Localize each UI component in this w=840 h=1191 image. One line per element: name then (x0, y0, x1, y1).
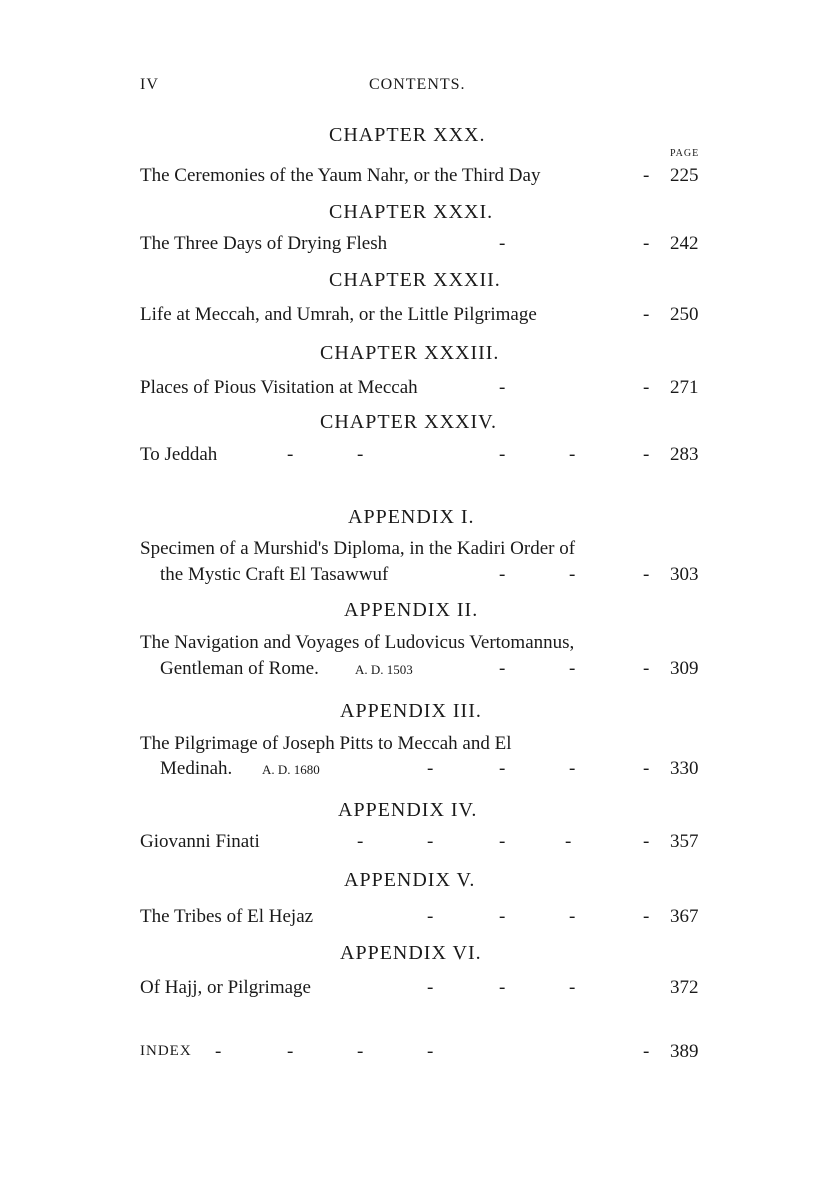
leader-dash: - (499, 906, 506, 927)
leader-dash: - (499, 564, 506, 585)
toc-entry-title: To Jeddah (140, 444, 218, 465)
leader-dash: - (643, 831, 650, 852)
toc-page-number: 372 (670, 977, 699, 998)
toc-page-number: 303 (670, 564, 699, 585)
leader-dash: - (643, 564, 650, 585)
leader-dash: - (565, 831, 572, 852)
toc-entry-title: Specimen of a Murshid's Diploma, in the Kadiri Order of (140, 538, 576, 559)
leader-dash: - (499, 977, 506, 998)
leader-dash: - (287, 1041, 294, 1062)
toc-entry-title: Of Hajj, or Pilgrimage (140, 977, 311, 998)
appendix-heading: APPENDIX I. (348, 506, 475, 528)
toc-entry-title: The Pilgrimage of Joseph Pitts to Meccah and El (140, 733, 512, 754)
page-column-label: PAGE (670, 148, 700, 159)
leader-dash: - (569, 564, 576, 585)
leader-dash: - (499, 658, 506, 679)
page-number: IV (140, 76, 159, 93)
leader-dash: - (569, 758, 576, 779)
leader-dash: - (643, 444, 650, 465)
toc-entry-date: A. D. 1680 (262, 762, 320, 777)
toc-page-number: 330 (670, 758, 699, 779)
leader-dash: - (357, 1041, 364, 1062)
leader-dash: - (643, 233, 650, 254)
toc-page-number: 225 (670, 165, 699, 186)
leader-dash: - (427, 1041, 434, 1062)
toc-page-number: 283 (670, 444, 699, 465)
leader-dash: - (499, 377, 506, 398)
leader-dash: - (427, 906, 434, 927)
chapter-heading: CHAPTER XXX. (329, 124, 486, 146)
toc-entry-title: Life at Meccah, and Umrah, or the Little Pilgrimage (140, 304, 537, 325)
leader-dash: - (569, 977, 576, 998)
toc-entry-title-cont: Gentleman of Rome. (160, 658, 319, 679)
leader-dash: - (287, 444, 294, 465)
chapter-heading: CHAPTER XXXII. (329, 269, 501, 291)
toc-page-number: 242 (670, 233, 699, 254)
leader-dash: - (643, 758, 650, 779)
toc-entry-title: Places of Pious Visitation at Meccah (140, 377, 418, 398)
toc-entry-title: Giovanni Finati (140, 831, 260, 852)
leader-dash: - (357, 831, 364, 852)
leader-dash: - (499, 758, 506, 779)
leader-dash: - (643, 658, 650, 679)
toc-page-number: 389 (670, 1041, 699, 1062)
leader-dash: - (499, 831, 506, 852)
toc-page-number: 367 (670, 906, 699, 927)
leader-dash: - (427, 758, 434, 779)
leader-dash: - (643, 1041, 650, 1062)
toc-page-number: 357 (670, 831, 699, 852)
chapter-heading: CHAPTER XXXI. (329, 201, 494, 223)
leader-dash: - (215, 1041, 222, 1062)
toc-entry-title-cont: the Mystic Craft El Tasawwuf (160, 564, 389, 585)
toc-entry-title: The Tribes of El Hejaz (140, 906, 314, 927)
index-label: INDEX (140, 1043, 192, 1059)
leader-dash: - (427, 977, 434, 998)
running-title: CONTENTS. (369, 76, 466, 93)
toc-entry-title-cont: Medinah. (160, 758, 233, 779)
toc-entry-title: The Three Days of Drying Flesh (140, 233, 388, 254)
leader-dash: - (357, 444, 364, 465)
leader-dash: - (643, 906, 650, 927)
toc-entry-title: The Navigation and Voyages of Ludovicus Vertomannus, (140, 632, 575, 653)
leader-dash: - (643, 304, 650, 325)
chapter-heading: CHAPTER XXXIII. (320, 342, 500, 364)
toc-page-number: 250 (670, 304, 699, 325)
leader-dash: - (569, 658, 576, 679)
toc-entry-date: A. D. 1503 (355, 662, 413, 677)
toc-entry-title: The Ceremonies of the Yaum Nahr, or the Third Day (140, 165, 541, 186)
leader-dash: - (499, 233, 506, 254)
leader-dash: - (499, 444, 506, 465)
leader-dash: - (569, 906, 576, 927)
toc-page-number: 309 (670, 658, 699, 679)
leader-dash: - (569, 444, 576, 465)
appendix-heading: APPENDIX VI. (340, 942, 482, 964)
leader-dash: - (643, 377, 650, 398)
appendix-heading: APPENDIX III. (340, 700, 482, 722)
chapter-heading: CHAPTER XXXIV. (320, 411, 497, 433)
leader-dash: - (643, 165, 650, 186)
toc-page-number: 271 (670, 377, 699, 398)
appendix-heading: APPENDIX V. (344, 869, 476, 891)
leader-dash: - (427, 831, 434, 852)
appendix-heading: APPENDIX II. (344, 599, 479, 621)
appendix-heading: APPENDIX IV. (338, 799, 478, 821)
